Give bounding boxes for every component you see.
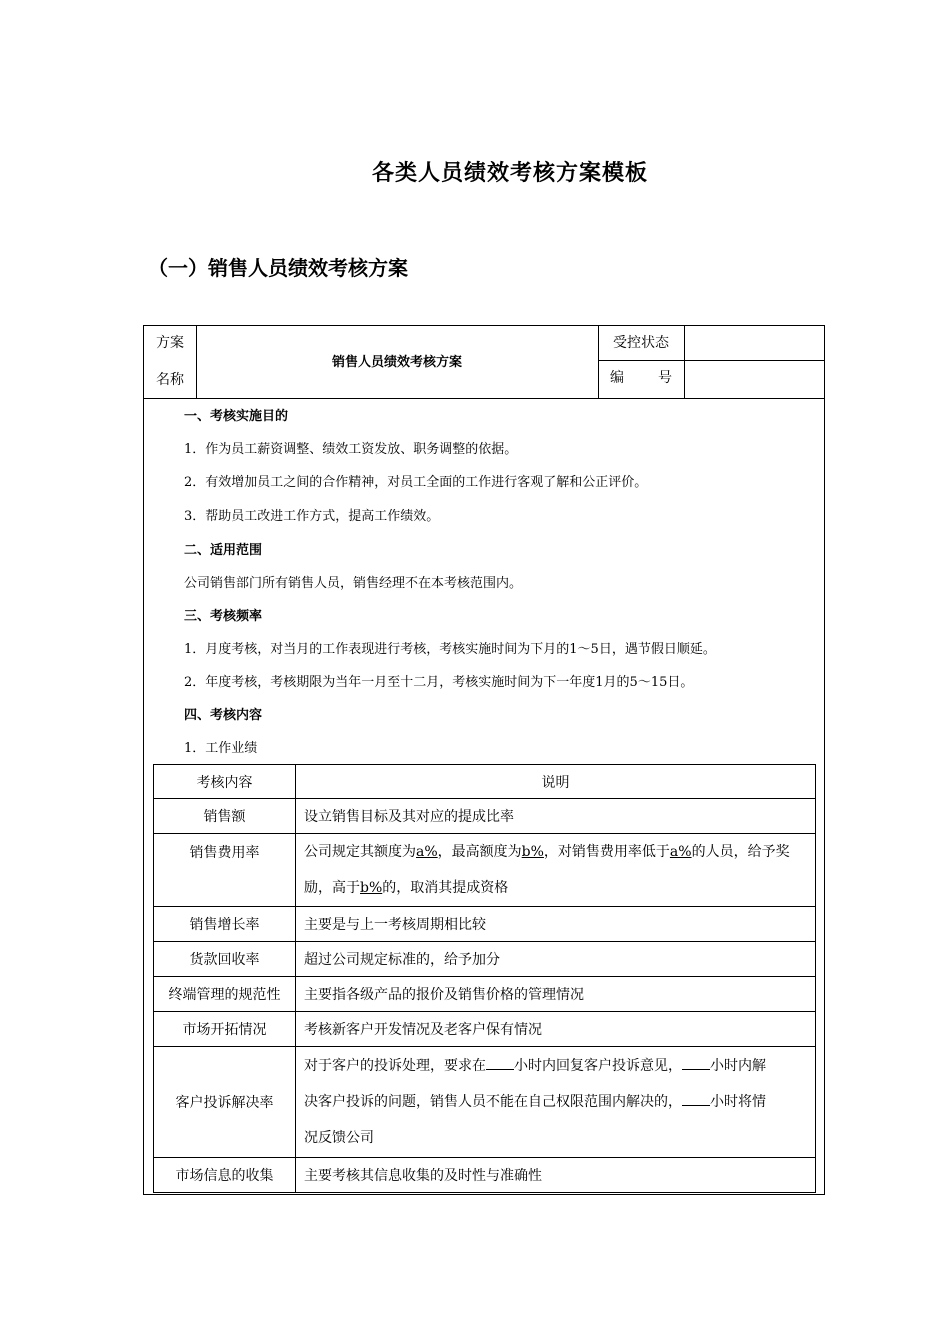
desc-text: 况反馈公司 <box>304 1130 374 1146</box>
scheme-form <box>143 325 825 1195</box>
section-1-item: 3．帮助员工改进工作方式，提高工作绩效。 <box>184 509 440 524</box>
section-3-title: 三、考核频率 <box>184 609 263 624</box>
table-row <box>154 1012 816 1047</box>
table-row <box>154 1158 816 1193</box>
kpi-desc: 考核新客户开发情况及老客户保有情况 <box>296 1012 816 1047</box>
section-3-item: 1．月度考核，对当月的工作表现进行考核，考核实施时间为下月的1～5日，遇节假日顺延。 <box>184 642 716 657</box>
desc-text: 的人员，给予奖 <box>691 844 790 860</box>
kpi-item: 终端管理的规范性 <box>154 977 296 1012</box>
table-row <box>154 977 816 1012</box>
kpi-desc <box>296 1047 816 1158</box>
kpi-item: 市场开拓情况 <box>154 1012 296 1047</box>
kpi-desc: 主要是与上一考核周期相比较 <box>296 907 816 942</box>
desc-text: ，最高额度为 <box>437 844 522 860</box>
kpi-desc: 主要指各级产品的报价及销售价格的管理情况 <box>296 977 816 1012</box>
scheme-label-1: 方案 <box>156 335 184 351</box>
desc-text: 决客户投诉的问题，销售人员不能在自己权限范围内解决的， <box>304 1094 682 1110</box>
column-header-item: 考核内容 <box>154 765 296 799</box>
section-4-title: 四、考核内容 <box>184 708 263 723</box>
table-row <box>154 834 816 907</box>
desc-text: 励，高于 <box>304 880 360 896</box>
divider <box>684 326 685 398</box>
column-header-desc: 说明 <box>296 765 816 799</box>
table-row <box>154 799 816 834</box>
kpi-desc: 超过公司规定标准的，给予加分 <box>296 942 816 977</box>
kpi-item: 货款回收率 <box>154 942 296 977</box>
desc-text: ，对销售费用率低于 <box>543 844 670 860</box>
table-header-row <box>154 765 816 799</box>
kpi-desc: 主要考核其信息收集的及时性与准确性 <box>296 1158 816 1193</box>
fill-blank <box>682 1055 710 1070</box>
section-2-title: 二、适用范围 <box>184 543 263 558</box>
table-row <box>154 1047 816 1158</box>
section-1-item: 2．有效增加员工之间的合作精神，对员工全面的工作进行客观了解和公正评价。 <box>184 475 648 490</box>
section-1-item: 1．作为员工薪资调整、绩效工资发放、职务调整的依据。 <box>184 442 518 457</box>
desc-var: a% <box>669 844 692 860</box>
section-1-title: 一、考核实施目的 <box>184 409 289 424</box>
desc-var: b% <box>521 844 544 860</box>
desc-text: 公司规定其额度为 <box>304 844 416 860</box>
desc-var: b% <box>360 880 383 896</box>
number-label-part: 号 <box>658 370 672 386</box>
desc-text: 小时内解 <box>710 1058 766 1074</box>
divider <box>598 360 825 361</box>
kpi-item: 销售费用率 <box>154 834 296 907</box>
desc-text: 小时将情 <box>710 1094 766 1110</box>
kpi-table <box>153 764 816 1193</box>
desc-var: a% <box>416 844 438 860</box>
kpi-item: 客户投诉解决率 <box>154 1047 296 1158</box>
kpi-desc <box>296 834 816 907</box>
fill-blank <box>486 1055 514 1070</box>
kpi-item: 销售增长率 <box>154 907 296 942</box>
document-title: 各类人员绩效考核方案模板 <box>371 161 648 186</box>
table-row <box>154 942 816 977</box>
section-4-subtitle: 1．工作业绩 <box>184 741 258 756</box>
table-row <box>154 907 816 942</box>
number-label <box>598 367 684 387</box>
desc-text: 的，取消其提成资格 <box>382 880 509 896</box>
kpi-item: 销售额 <box>154 799 296 834</box>
form-header <box>144 326 824 399</box>
section-3-item: 2．年度考核，考核期限为当年一月至十二月，考核实施时间为下一年度1月的5～15日。 <box>184 675 694 690</box>
scheme-label-2: 名称 <box>156 372 184 388</box>
number-label-part: 编 <box>610 370 624 386</box>
section-heading: （一）销售人员绩效考核方案 <box>148 256 408 280</box>
kpi-desc: 设立销售目标及其对应的提成比率 <box>296 799 816 834</box>
desc-text: 小时内回复客户投诉意见， <box>514 1058 682 1074</box>
fill-blank <box>682 1091 710 1106</box>
control-status-label: 受控状态 <box>613 335 669 351</box>
desc-text: 对于客户的投诉处理，要求在 <box>304 1058 486 1074</box>
scheme-name: 销售人员绩效考核方案 <box>331 355 462 370</box>
kpi-item: 市场信息的收集 <box>154 1158 296 1193</box>
section-2-text: 公司销售部门所有销售人员，销售经理不在本考核范围内。 <box>184 576 523 591</box>
